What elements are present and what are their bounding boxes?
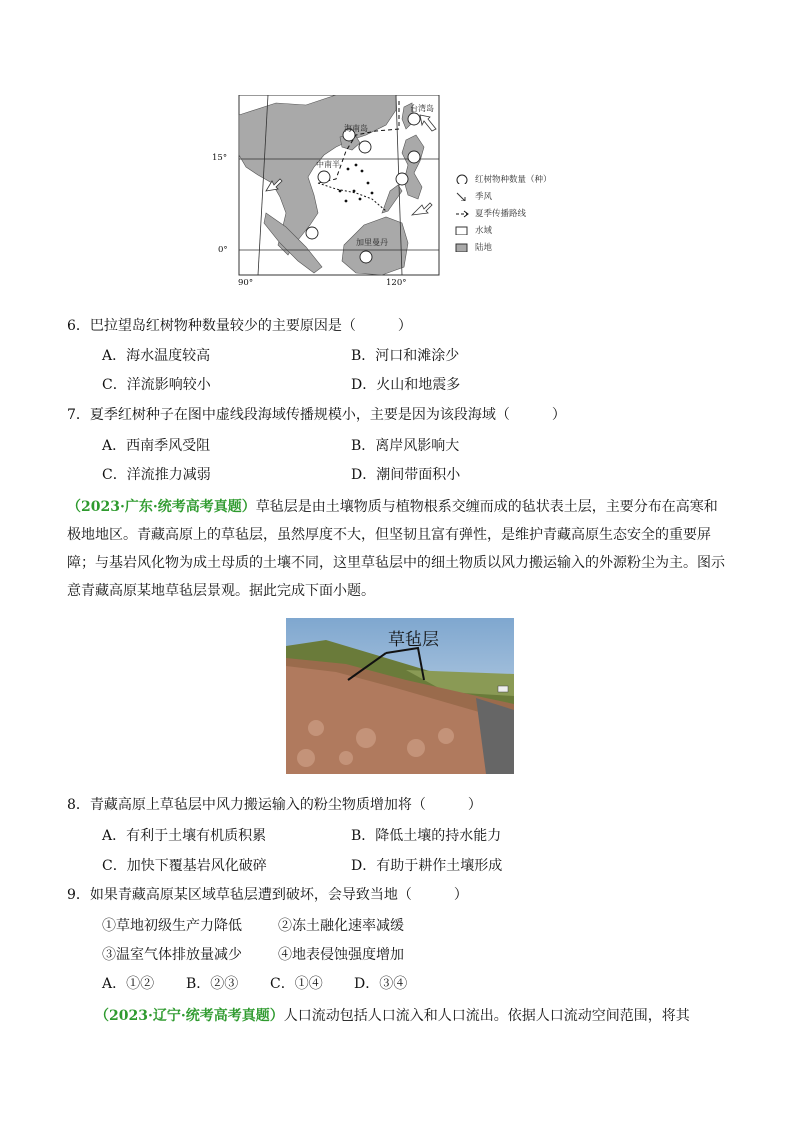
legend-label: 红树物种数量（种） bbox=[475, 174, 552, 185]
label-jiali: 加里曼丹 bbox=[356, 238, 388, 247]
summer-route-icon bbox=[455, 208, 469, 218]
q9-option-a[interactable]: A．①② bbox=[102, 976, 155, 992]
q8-option-d[interactable]: D．有助于耕作土壤形成 bbox=[351, 858, 503, 874]
q8-option-b[interactable]: B．降低土壤的持水能力 bbox=[351, 828, 502, 844]
legend-item bbox=[455, 238, 565, 255]
q9-option-d[interactable]: D．③④ bbox=[354, 976, 408, 992]
q9-item-4: ④地表侵蚀强度增加 bbox=[278, 947, 404, 963]
q9-item-1: ①草地初级生产力降低 bbox=[102, 918, 242, 934]
legend-label: 陆地 bbox=[475, 242, 493, 253]
passage-2 bbox=[67, 1002, 727, 1030]
passage-2-text: 人口流动包括人口流入和人口流出。依据人口流动空间范围，将其 bbox=[283, 1008, 690, 1024]
monsoon-arrow-icon bbox=[455, 191, 469, 201]
q7-option-c[interactable]: C．洋流推力减弱 bbox=[102, 467, 211, 483]
lat-0-label: 0° bbox=[218, 245, 228, 255]
passage-1 bbox=[67, 493, 727, 605]
lon-120-label: 120° bbox=[386, 278, 407, 288]
question-8-stem: 8．青藏高原上草毡层中风力搬运输入的粉尘物质增加将（ ） bbox=[67, 797, 482, 813]
q7-option-a[interactable]: A．西南季风受阻 bbox=[102, 438, 211, 454]
q7-option-b[interactable]: B．离岸风影响大 bbox=[351, 438, 460, 454]
passage-2-source: （2023·辽宁·统考高考真题） bbox=[95, 1008, 284, 1024]
q9-item-2: ②冻土融化速率减缓 bbox=[278, 918, 404, 934]
q9-option-b[interactable]: B．②③ bbox=[186, 976, 239, 992]
grass-mat-photo bbox=[286, 618, 514, 774]
q6-option-d[interactable]: D．火山和地震多 bbox=[351, 377, 461, 393]
passage-1-text: 草毡层是由土壤物质与植物根系交缠而成的毡状表土层，主要分布在高寒和极地地区。青藏高原上的草毡层，虽然厚度不大，但坚韧且富有弹性，是维护青藏高原生态安全的重要屏障；与基岩风化物为成土母质的土壤不同，这里草毡层中的细土物质以风力搬运输入的外源粉尘为主。图示意青藏高原某地草毡层景观。据此完成下面小题。 bbox=[67, 499, 725, 599]
label-hainan: 海南岛 bbox=[344, 124, 368, 133]
q6-option-a[interactable]: A．海水温度较高 bbox=[102, 348, 211, 364]
legend-label: 夏季传播路线 bbox=[475, 208, 527, 219]
q9-item-3: ③温室气体排放量减少 bbox=[102, 947, 242, 963]
question-6-stem: 6．巴拉望岛红树物种数量较少的主要原因是（ ） bbox=[67, 318, 412, 334]
q8-option-c[interactable]: C．加快下覆基岩风化破碎 bbox=[102, 858, 267, 874]
water-icon bbox=[455, 225, 469, 235]
label-taiwan: 台湾岛 bbox=[410, 104, 434, 113]
lat-15-label: 15° bbox=[212, 153, 228, 163]
passage-1-source: （2023·广东·统考高考真题） bbox=[67, 499, 256, 515]
map-legend bbox=[455, 170, 565, 255]
question-7-stem: 7．夏季红树种子在图中虚线段海域传播规模小，主要是因为该段海域（ ） bbox=[67, 407, 566, 423]
legend-item bbox=[455, 204, 565, 221]
land-icon bbox=[455, 242, 469, 252]
photo-label: 草毡层 bbox=[388, 630, 439, 650]
legend-item bbox=[455, 170, 565, 187]
legend-item bbox=[455, 221, 565, 238]
q6-option-c[interactable]: C．洋流影响较小 bbox=[102, 377, 211, 393]
legend-label: 季风 bbox=[475, 191, 493, 202]
lon-90-label: 90° bbox=[238, 278, 254, 288]
q9-option-c[interactable]: C．①④ bbox=[270, 976, 323, 992]
q8-option-a[interactable]: A．有利于土壤有机质积累 bbox=[102, 828, 267, 844]
legend-item bbox=[455, 187, 565, 204]
mangrove-count-icon bbox=[455, 174, 469, 184]
question-9-stem: 9．如果青藏高原某区域草毡层遭到破坏，会导致当地（ ） bbox=[67, 887, 468, 903]
q7-option-d[interactable]: D．潮间带面积小 bbox=[351, 467, 461, 483]
q6-option-b[interactable]: B．河口和滩涂少 bbox=[351, 348, 460, 364]
legend-label: 水域 bbox=[475, 225, 493, 236]
label-zhongnan: 中南半 bbox=[316, 160, 340, 169]
